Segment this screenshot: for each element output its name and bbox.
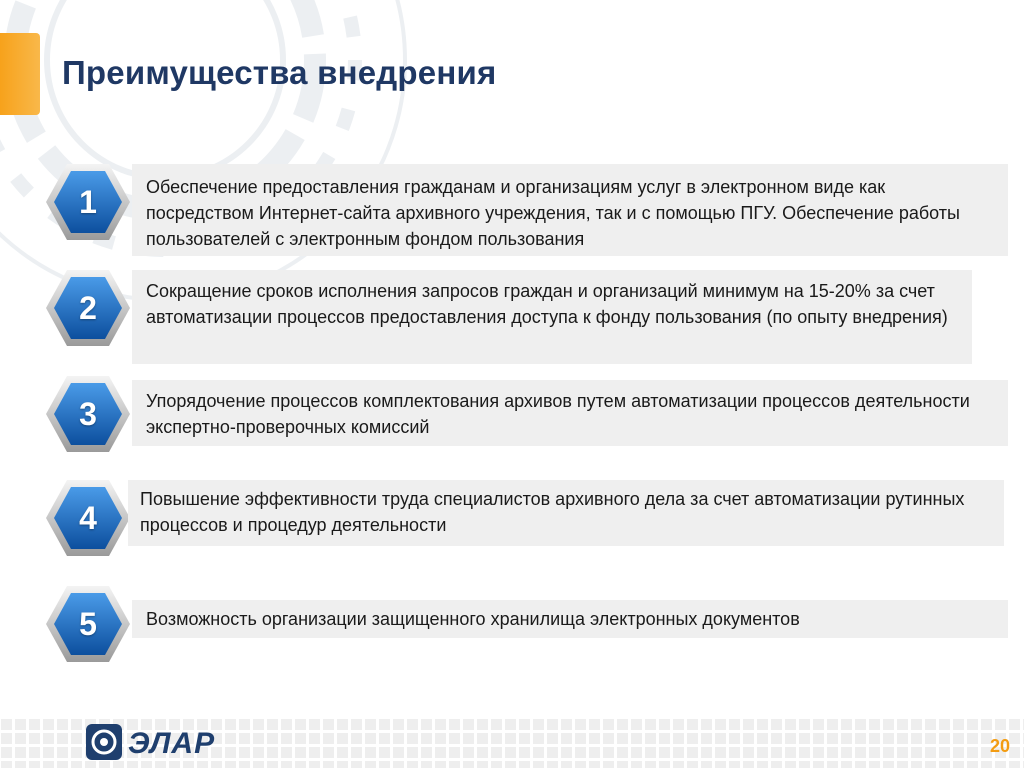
item-text: Сокращение сроков исполнения запросов граждан и организаций минимум на 15-20% за счет автоматизации процессов предоставления доступа к фонду пользования (по опыту внедрения) [132, 270, 972, 364]
item-text: Повышение эффективности труда специалистов архивного дела за счет автоматизации рутинных процессов и процедур деятельности [128, 480, 1004, 546]
logo-text: ЭЛАР [128, 727, 216, 760]
item-number: 4 [79, 499, 97, 536]
item-text: Упорядочение процессов комплектования архивов путем автоматизации процессов деятельности экспертно-проверочных комиссий [132, 380, 1008, 446]
slide-title: Преимущества внедрения [62, 54, 497, 91]
number-badge [46, 582, 130, 666]
title-accent-bar [0, 33, 40, 115]
number-badge [46, 160, 130, 244]
number-badge [46, 266, 130, 350]
item-number: 2 [79, 289, 97, 326]
item-text: Возможность организации защищенного хранилища электронных документов [132, 600, 1008, 638]
elar-logo [84, 722, 215, 766]
number-badge [46, 476, 130, 560]
elar-logo-icon [84, 722, 124, 767]
item-text: Обеспечение предоставления гражданам и организациям услуг в электронном виде как посредством Интернет-сайта архивного учреждения, так и с помощью ПГУ. Обеспечение работы пользователей с электронным фондом пользования [132, 164, 1008, 256]
item-number: 3 [79, 395, 97, 432]
page-number: 20 [989, 736, 1010, 756]
item-number: 1 [79, 183, 97, 220]
item-number: 5 [79, 605, 97, 642]
number-badge [46, 372, 130, 456]
